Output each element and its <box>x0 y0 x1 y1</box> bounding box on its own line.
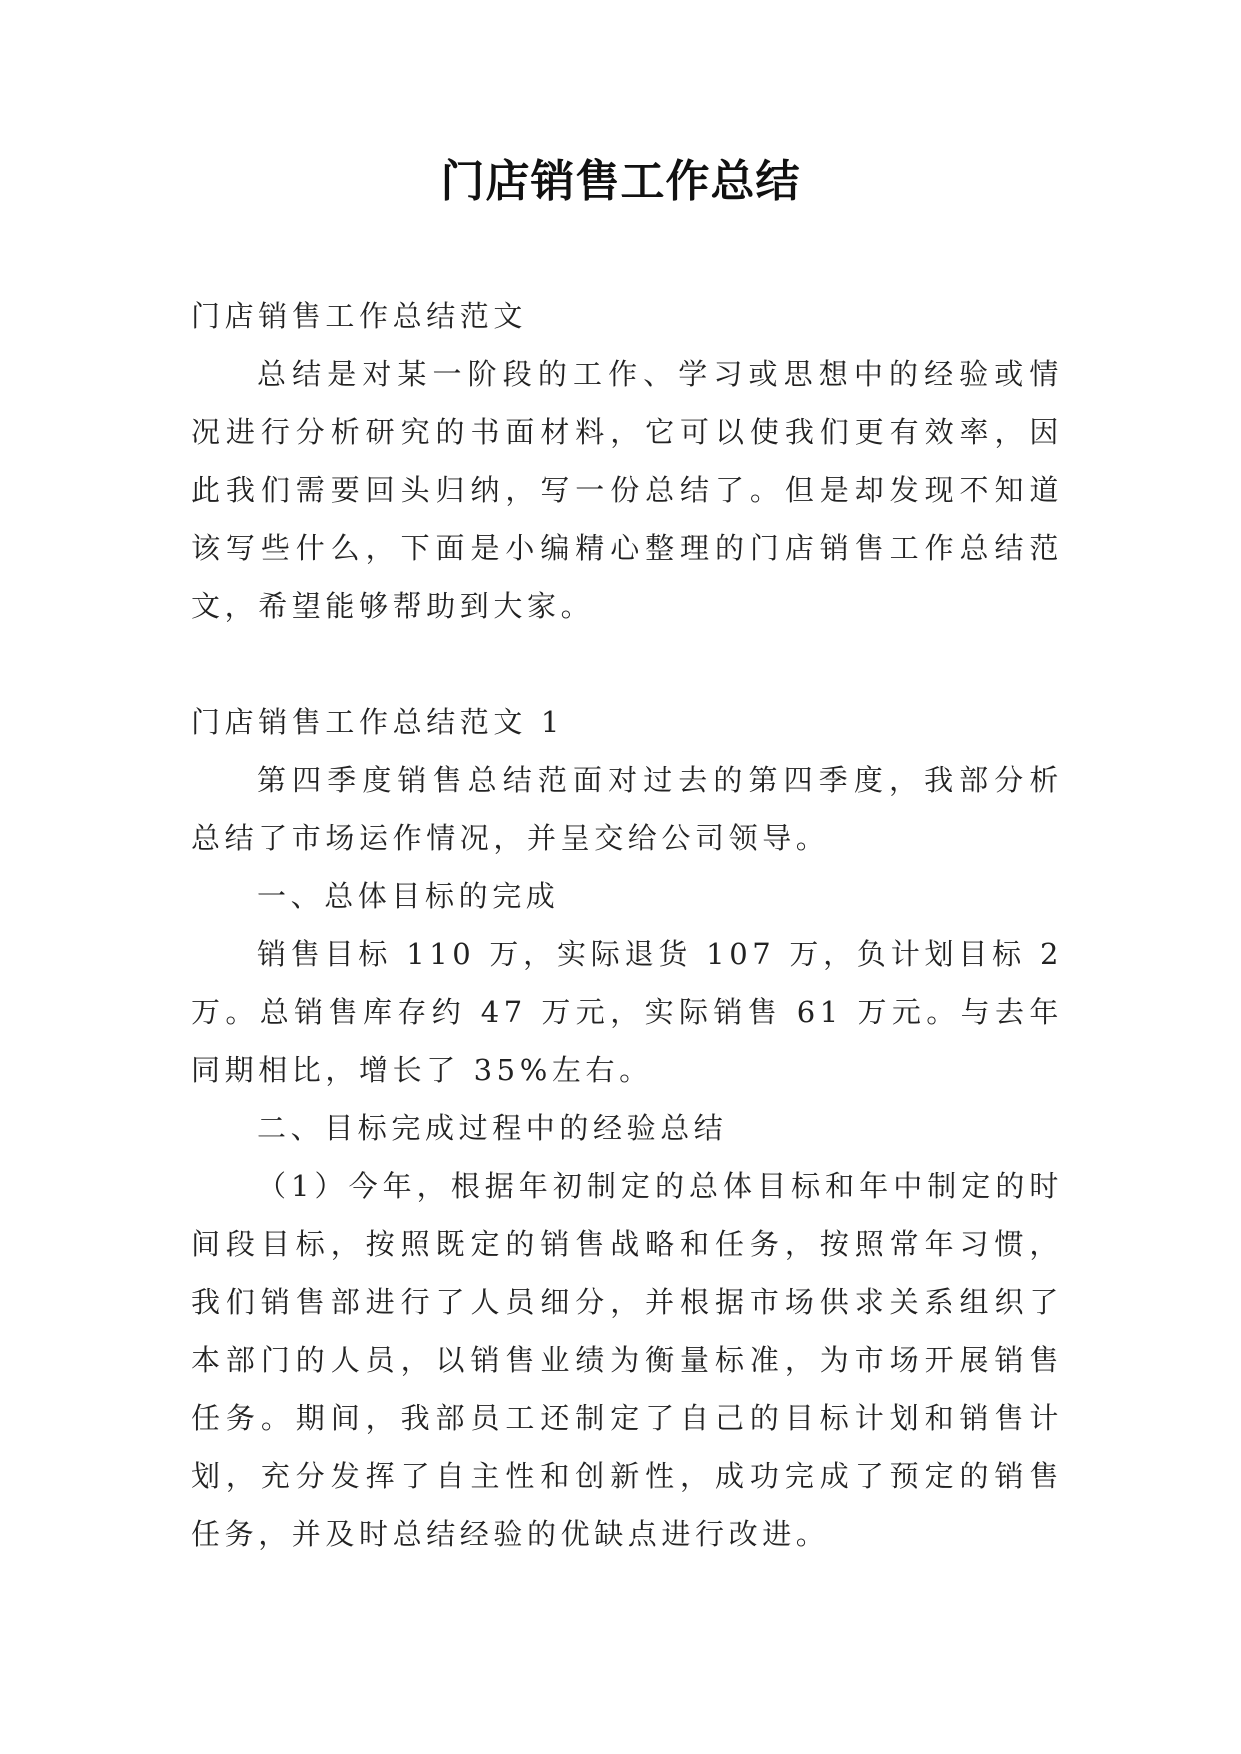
section-heading: 门店销售工作总结范文 1 <box>191 705 564 739</box>
body-paragraph: 第四季度销售总结范面对过去的第四季度，我部分析总结了市场运作情况，并呈交给公司领导。 <box>191 763 1063 855</box>
document-body <box>191 287 1063 1563</box>
paragraph-spacer <box>191 635 1063 693</box>
body-paragraph: 销售目标 110 万，实际退货 107 万，负计划目标 2 万。总销售库存约 47 万元，实际销售 61 万元。与去年同期相比，增长了 35%左右。 <box>191 937 1063 1087</box>
body-paragraph: （1）今年，根据年初制定的总体目标和年中制定的时间段目标，按照既定的销售战略和任务，按照常年习惯，我们销售部进行了人员细分，并根据市场供求关系组织了本部门的人员，以销售业绩为衡量标准，为市场开展销售任务。期间，我部员工还制定了自己的目标计划和销售计划，充分发挥了自主性和创新性，成功完成了预定的销售任务，并及时总结经验的优缺点进行改进。 <box>191 1169 1063 1551</box>
subsection-heading: 一、总体目标的完成 <box>257 879 560 913</box>
section-heading: 门店销售工作总结范文 <box>191 299 528 333</box>
document-title: 门店销售工作总结 <box>440 156 801 207</box>
intro-paragraph: 总结是对某一阶段的工作、学习或思想中的经验或情况进行分析研究的书面材料，它可以使我们更有效率，因此我们需要回头归纳，写一份总结了。但是却发现不知道该写些什么，下面是小编精心整理的门店销售工作总结范文，希望能够帮助到大家。 <box>191 357 1063 623</box>
subsection-heading: 二、目标完成过程中的经验总结 <box>257 1111 728 1145</box>
